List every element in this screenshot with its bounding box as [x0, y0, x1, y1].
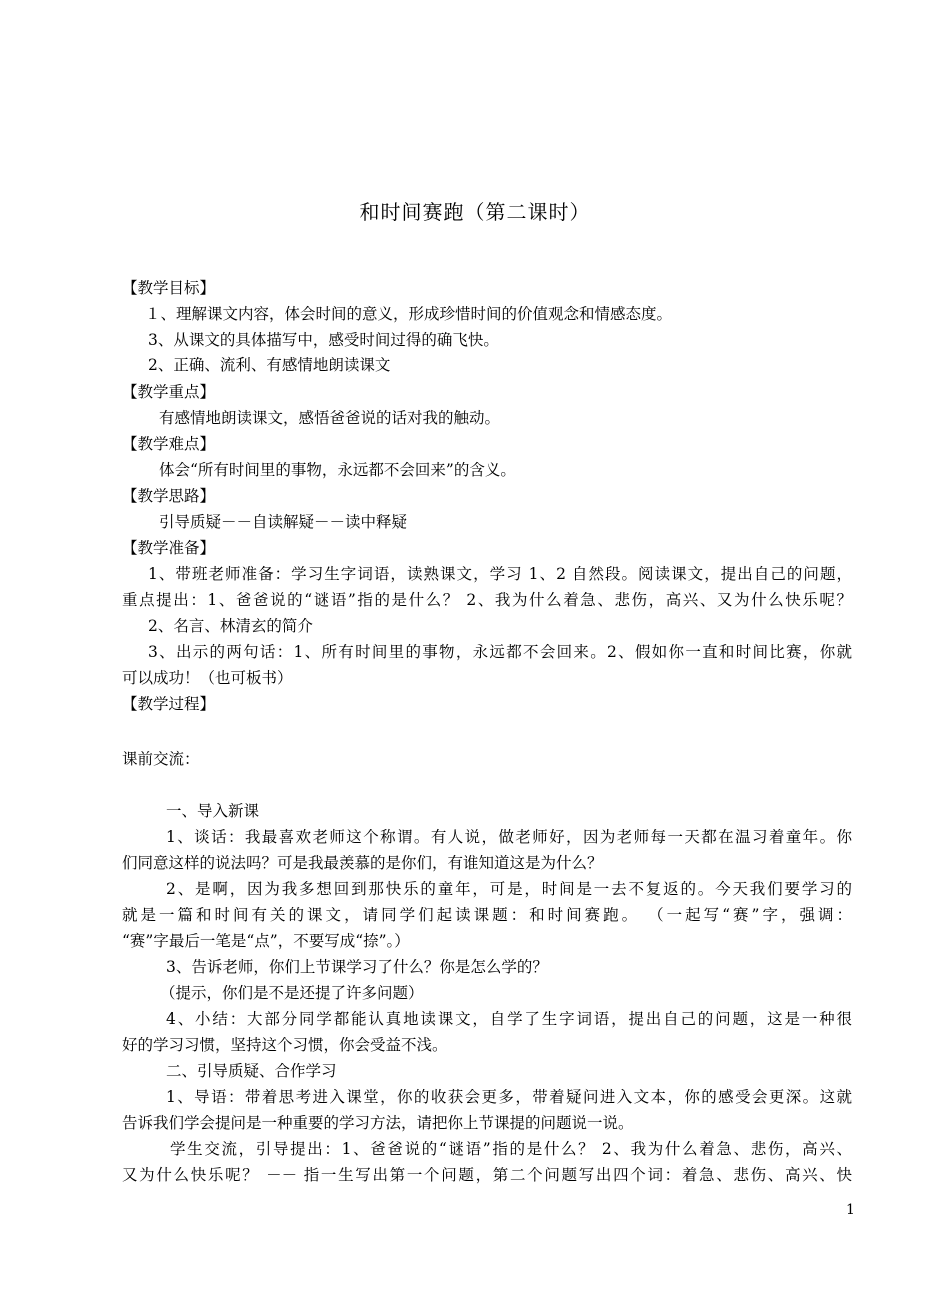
subheading-intro: 一、导入新课 — [166, 802, 260, 820]
paragraph-line: 又为什么快乐呢？ －－ 指一生写出第一个问题，第二个问题写出四个词：着急、悲伤、高兴、快 — [122, 1166, 852, 1184]
paragraph-line: 课前交流： — [122, 750, 200, 768]
paragraph-line: 引导质疑－－自读解疑－－读中释疑 — [159, 513, 408, 531]
paragraph-line: 1、带班老师准备：学习生字词语，读熟课文，学习 1、2 自然段。阅读课文，提出自己的问题， — [148, 565, 852, 583]
section-heading-difficulty: 【教学难点】 — [122, 435, 216, 453]
paragraph-line: （提示，你们是不是还提了许多问题） — [160, 984, 424, 1002]
paragraph-line: 2、正确、流利、有感情地朗读课文 — [148, 356, 391, 374]
paragraph-line: 1、谈话：我最喜欢老师这个称谓。有人说，做老师好，因为老师每一天都在温习着童年。你 — [166, 828, 852, 846]
paragraph-line: 重点提出：1、爸爸说的“谜语”指的是什么？ 2、我为什么着急、悲伤，高兴、又为什么快乐呢？ — [122, 591, 852, 609]
section-heading-preparation: 【教学准备】 — [122, 539, 216, 557]
paragraph-line: 1、导语：带着思考进入课堂，你的收获会更多，带着疑问进入文本，你的感受会更深。这就 — [166, 1088, 852, 1106]
paragraph-line: １、理解课文内容，体会时间的意义，形成珍惜时间的价值观念和情感态度。 — [145, 305, 673, 323]
paragraph-line: 体会“所有时间里的事物，永远都不会回来”的含义。 — [159, 461, 516, 479]
subheading-questioning: 二、引导质疑、合作学习 — [166, 1062, 337, 1080]
section-heading-process: 【教学过程】 — [122, 695, 216, 713]
section-heading-key: 【教学重点】 — [122, 383, 216, 401]
paragraph-line: 3、出示的两句话：1、所有时间里的事物，永远都不会回来。2、假如你一直和时间比赛，你就 — [148, 643, 852, 661]
paragraph-line: 们同意这样的说法吗？可是我最羡慕的是你们，有谁知道这是为什么？ — [122, 854, 603, 872]
section-heading-goals: 【教学目标】 — [122, 279, 216, 297]
section-heading-approach: 【教学思路】 — [122, 487, 216, 505]
paragraph-line: 2、是啊，因为我多想回到那快乐的童年，可是，时间是一去不复返的。今天我们要学习的 — [166, 880, 852, 898]
paragraph-line: 可以成功！（也可板书） — [122, 669, 293, 687]
page-number: 1 — [846, 1202, 855, 1218]
paragraph-line: 就是一篇和时间有关的课文，请同学们起读课题：和时间赛跑。 （一起写“赛”字，强调： — [122, 906, 852, 924]
paragraph-line: 学生交流，引导提出：1、爸爸说的“谜语”指的是什么？ 2、我为什么着急、悲伤，高兴、 — [170, 1140, 852, 1158]
paragraph-line: “赛”字最后一笔是“点”，不要写成“捺”。） — [122, 932, 410, 950]
paragraph-line: 告诉我们学会提问是一种重要的学习方法，请把你上节课提的问题说一说。 — [122, 1114, 634, 1132]
paragraph-line: 4、小结：大部分同学都能认真地读课文，自学了生字词语，提出自己的问题，这是一种很 — [166, 1010, 852, 1028]
page-title: 和时间赛跑（第二课时） — [359, 200, 591, 224]
paragraph-line: 3、从课文的具体描写中，感受时间过得的确飞快。 — [148, 331, 499, 349]
paragraph-line: 3、告诉老师，你们上节课学习了什么？你是怎么学的？ — [166, 958, 548, 976]
paragraph-line: 2、名言、林清玄的简介 — [148, 617, 313, 635]
paragraph-line: 好的学习习惯，坚持这个习惯，你会受益不浅。 — [122, 1036, 448, 1054]
paragraph-line: 有感情地朗读课文，感悟爸爸说的话对我的触动。 — [159, 409, 501, 427]
